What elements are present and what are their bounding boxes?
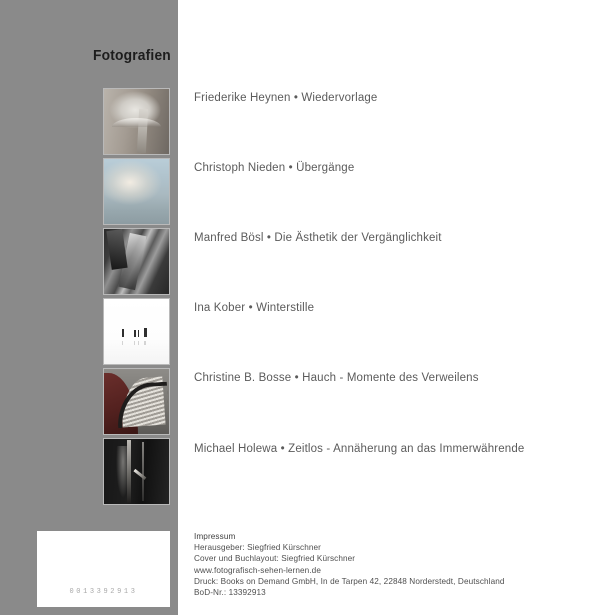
thumbnail-hauch-momente [103,368,170,435]
thumbnail-wiedervorlage [103,88,170,155]
imprint-printer: Druck: Books on Demand GmbH, In de Tarpen 42, 22848 Norderstedt, Deutschland [194,576,505,586]
barcode-digits: 0013392913 [69,588,138,596]
page-title: Fotografien [93,47,171,64]
thumbnail-uebergaenge [103,158,170,225]
credit-line: Friederike Heynen • Wiedervorlage [194,92,378,104]
thumbnail-image [104,159,169,224]
imprint-publisher: Herausgeber: Siegfried Kürschner [194,543,321,553]
thumbnail-aesthetik-verganglichkeit [103,228,170,295]
imprint-title: Impressum [194,532,236,541]
credit-line: Michael Holewa • Zeitlos - Annäherung an das Immerwährende [194,443,525,455]
credit-line: Christoph Nieden • Übergänge [194,162,355,174]
imprint-cover-layout: Cover und Buchlayout: Siegfried Kürschner [194,554,356,564]
thumbnail-image [104,299,169,364]
imprint-block [194,531,505,598]
thumbnail-image [104,369,169,434]
thumbnail-image [104,229,169,294]
credit-line: Christine B. Bosse • Hauch - Momente des Verweilens [194,372,479,384]
credit-line: Ina Kober • Winterstille [194,302,315,314]
barcode [37,531,170,607]
imprint-website: www.fotografisch-sehen-lernen.de [194,565,321,575]
imprint-bod-number: BoD-Nr.: 13392913 [194,588,266,598]
thumbnail-image [104,89,169,154]
credit-line: Manfred Bösl • Die Ästhetik der Vergänglichkeit [194,232,442,244]
thumbnail-image [104,439,169,504]
thumbnail-winterstille [103,298,170,365]
thumbnail-zeitlos [103,438,170,505]
barcode-bars [50,540,157,589]
